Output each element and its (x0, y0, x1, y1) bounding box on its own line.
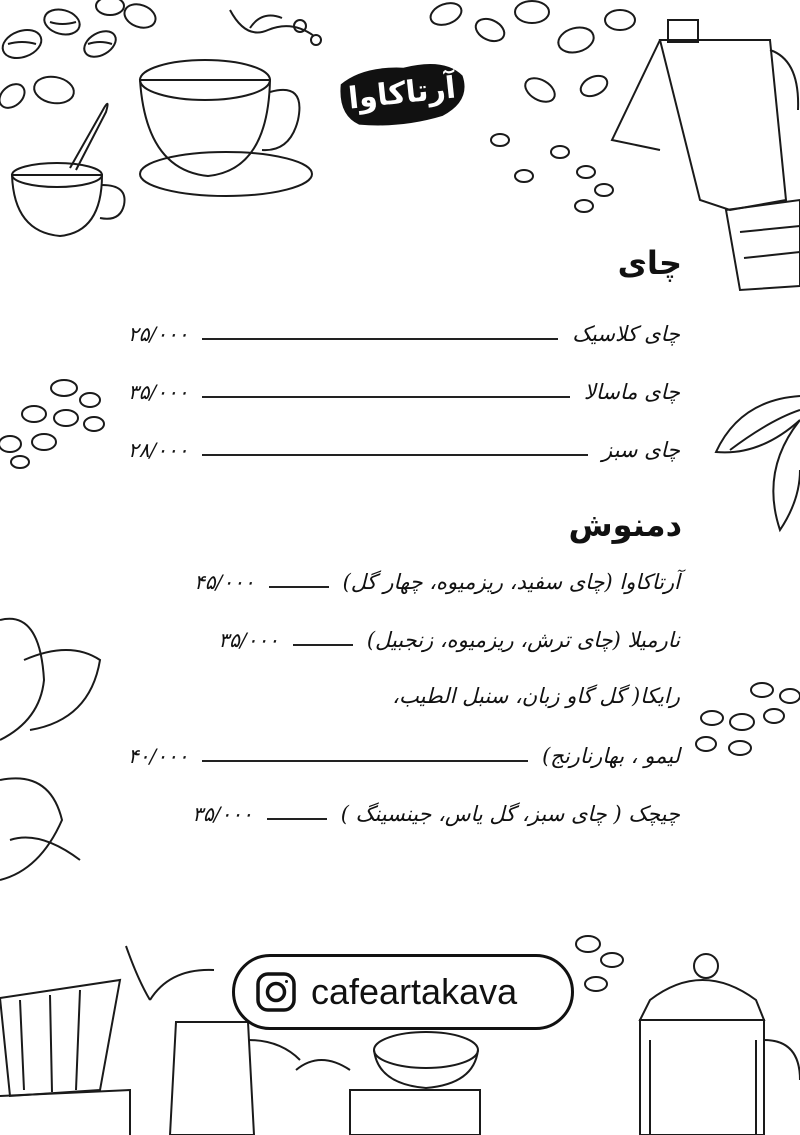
item-name: چای ماسالا (583, 380, 680, 404)
coffee-beans-right (696, 683, 800, 755)
section-title-herbal: دمنوش (568, 506, 682, 544)
leaves-right (716, 396, 800, 530)
instagram-handle: cafeartakava (311, 971, 518, 1012)
item-name-line2: لیمو ، بهارنارنج) (542, 744, 680, 768)
item-name: چیچک ( چای سبز، گل یاس، جینسینگ ) (340, 802, 680, 826)
instagram-badge[interactable] (232, 954, 574, 1030)
grinder-sketch (170, 1022, 480, 1135)
pour-over-sketch (0, 946, 214, 1135)
menu-item (128, 566, 680, 596)
item-name: آرتاکاوا (چای سفید، ریزمیوه، چهار گل) (342, 570, 680, 594)
item-price: ۳۵/۰۰۰ (128, 380, 189, 404)
leader-line (293, 644, 353, 646)
menu-item (128, 798, 680, 828)
leaves-left (0, 619, 100, 880)
leader-line (269, 586, 329, 588)
item-price: ۴۵/۰۰۰ (194, 570, 255, 594)
leader-line (202, 338, 558, 340)
item-name: چای کلاسیک (572, 322, 680, 346)
cafe-logo (333, 51, 472, 134)
big-cup-sketch (140, 10, 321, 196)
menu-item (128, 318, 680, 348)
item-price: ۳۵/۰۰۰ (218, 628, 279, 652)
small-cup-sketch (12, 104, 125, 236)
item-price: ۲۸/۰۰۰ (128, 438, 189, 462)
menu-item (128, 624, 680, 654)
leader-line (202, 396, 569, 398)
coffee-beans-left (0, 380, 104, 468)
logo-text: آرتاکاوا (346, 69, 458, 117)
item-name: چای سبز (601, 438, 680, 462)
section-title-tea: چای (617, 244, 682, 282)
item-price: ۲۵/۰۰۰ (128, 322, 189, 346)
menu-item (128, 740, 680, 770)
leader-line (202, 454, 588, 456)
instagram-icon (255, 971, 297, 1013)
item-name: نارمیلا (چای ترش، ریزمیوه، زنجبیل) (366, 628, 680, 652)
menu-item (128, 434, 680, 464)
item-price: ۳۵/۰۰۰ (192, 802, 253, 826)
item-price: ۴۰/۰۰۰ (128, 744, 189, 768)
menu-item (128, 376, 680, 406)
leader-line (267, 818, 327, 820)
leader-line (202, 760, 528, 762)
coffee-beans-top-left (0, 0, 159, 113)
french-press-sketch (576, 936, 800, 1135)
item-name-line1: رایکا( گل گاو زبان، سنبل الطیب، (392, 684, 680, 708)
